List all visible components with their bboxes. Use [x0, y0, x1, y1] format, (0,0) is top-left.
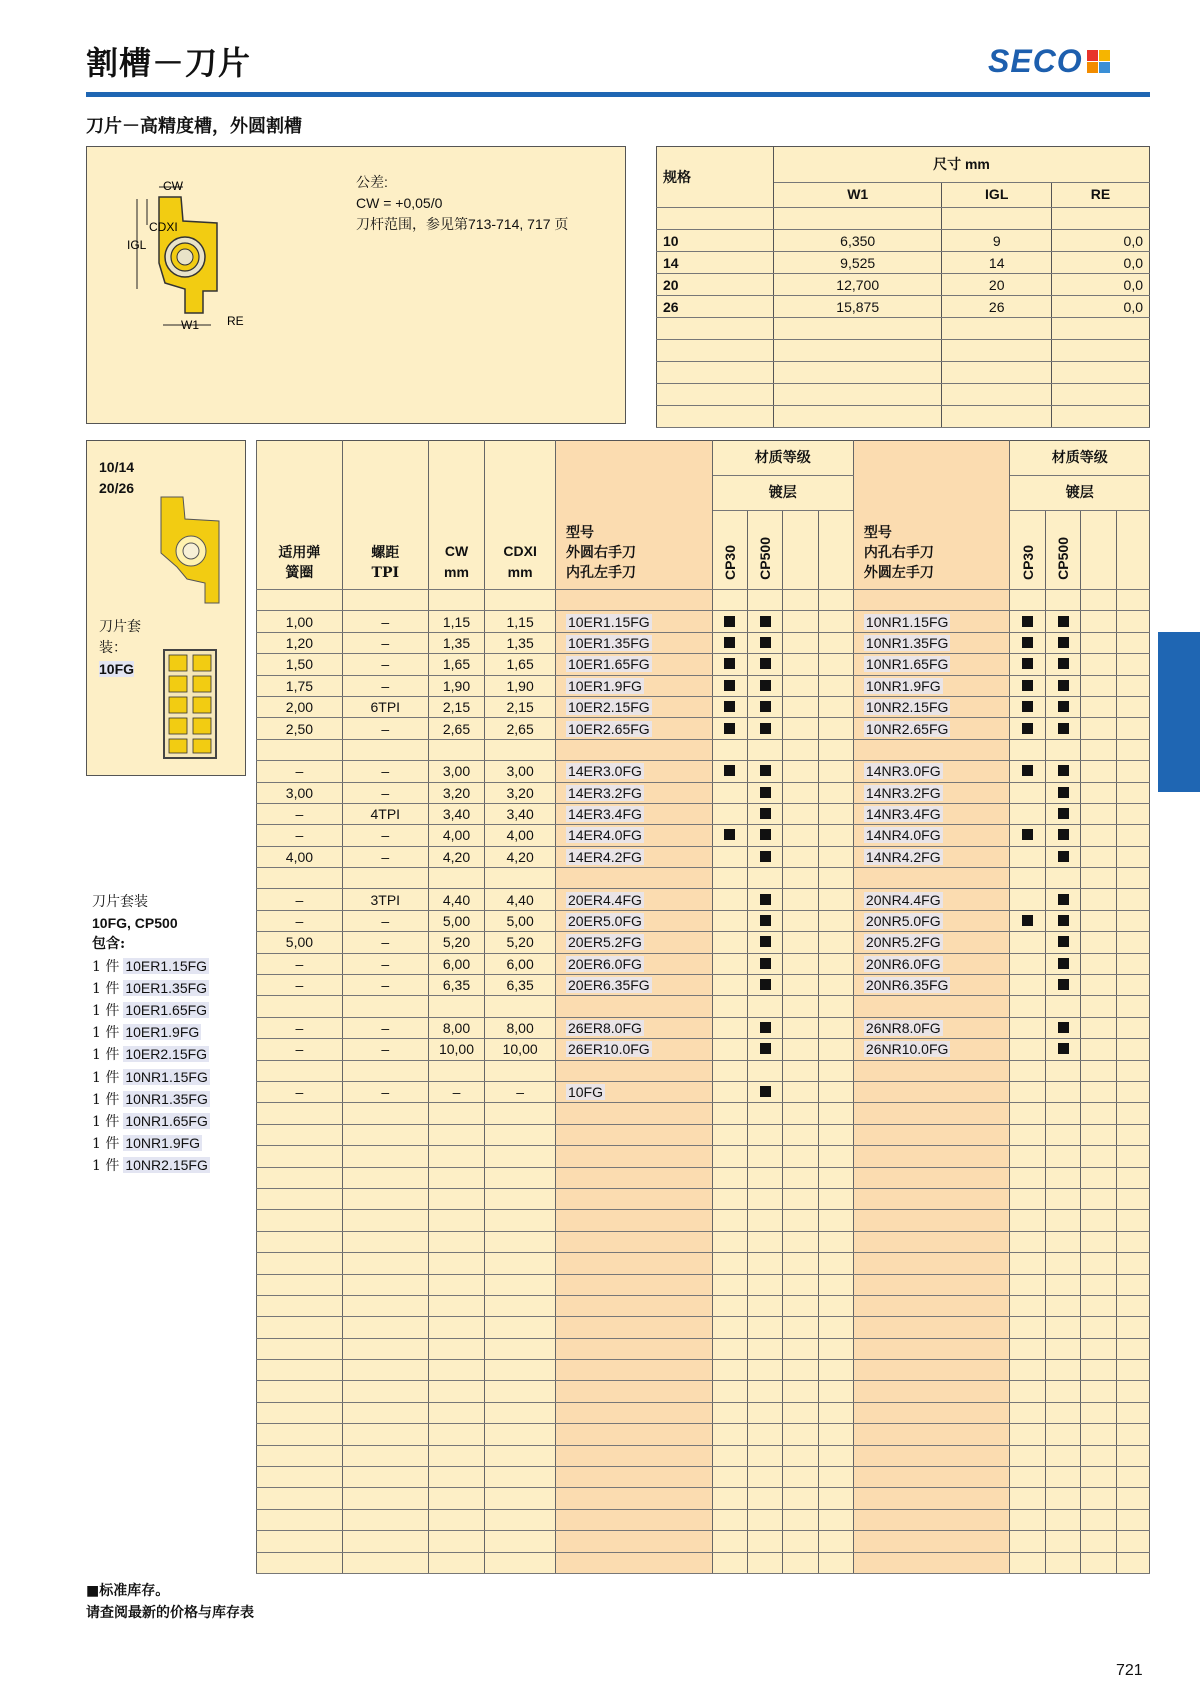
stock-mark-icon — [1058, 808, 1069, 819]
table-row: – – 6,00 6,00 20ER6.0FG 20NR6.0FG — [257, 953, 1150, 974]
table-row: – – 10,00 10,00 26ER10.0FG 26NR10.0FG — [257, 1039, 1150, 1060]
table-row: 26 15,875 26 0,0 — [657, 296, 1150, 318]
part-code: 20ER6.0FG — [567, 955, 642, 972]
stock-mark-icon — [760, 1022, 771, 1033]
part-code: 10ER1.15FG — [567, 613, 650, 630]
stock-mark-icon — [724, 680, 735, 691]
coating-header-right: 镀层 — [712, 476, 853, 511]
part-code: 14NR3.2FG — [865, 784, 941, 801]
stock-mark-icon — [1022, 637, 1033, 648]
part-code: 26ER8.0FG — [567, 1020, 642, 1036]
part-code: 14NR4.2FG — [865, 848, 941, 865]
section-subtitle: 刀片－高精度槽，外圆割槽 — [86, 116, 302, 137]
part-code: 14ER3.0FG — [567, 763, 642, 780]
part-code: 10NR1.9FG — [865, 677, 941, 694]
stock-mark-icon — [760, 829, 771, 840]
table-row: – – 3,00 3,00 14ER3.0FG 14NR3.0FG — [257, 761, 1150, 782]
table-row: – 4TPI 3,40 3,40 14ER3.4FG 14NR3.4FG — [257, 803, 1150, 824]
stock-mark-icon — [1058, 1022, 1069, 1033]
page-title: 割槽－刀片 — [86, 44, 252, 82]
svg-text:CW: CW — [163, 179, 183, 193]
grade-header-right: 材质等级 — [712, 441, 853, 476]
tolerance-note: 公差: CW = +0,05/0 刀杆范围，参见第713-714, 717 页 — [356, 174, 569, 232]
table-row: – – 5,00 5,00 20ER5.0FG 20NR5.0FG — [257, 910, 1150, 931]
part-code: 14NR3.4FG — [865, 806, 941, 823]
part-code: 20ER4.4FG — [567, 891, 642, 908]
col-header-cp500: CP500 — [757, 537, 774, 580]
stock-mark-icon — [1058, 616, 1069, 627]
insert-diagram-icon — [107, 165, 257, 335]
stock-mark-icon — [760, 808, 771, 819]
stock-mark-icon — [1022, 616, 1033, 627]
part-code: 10ER1.9FG — [567, 677, 642, 694]
stock-mark-icon — [760, 958, 771, 969]
part-code: 10ER2.15FG — [567, 699, 650, 716]
part-code: 20ER5.2FG — [567, 934, 642, 951]
table-row: – – 8,00 8,00 26ER8.0FG 26NR8.0FG — [257, 1017, 1150, 1038]
table-row: 3,00 – 3,20 3,20 14ER3.2FG 14NR3.2FG — [257, 782, 1150, 803]
col-header-ring: 适用弹簧圈 — [278, 545, 321, 581]
stock-mark-icon — [760, 723, 771, 734]
kit-box-icon — [163, 649, 217, 759]
part-code: 14ER4.0FG — [567, 827, 642, 844]
insert-table: 适用弹簧圈 螺距TPI CW mm CDXI mm 型号 外圆右手刀 内孔左手刀 材质等级 型号 内孔右手刀 外圆左手刀 材质等级 镀层 镀层 CP30 CP500 CP30 CP500 1,00 – 1,15 1,15 10ER1.15FG 10NR1.15FG 1,20 – 1,35 1,35 10ER1.35FG 10NR1.35FG 1,50 – 1,65 1,65 10ER1.65FG 10NR1.65FG 1,75 – 1,90 1,90 10ER1.9FG 10NR1.9FG 2,00 6TPI 2,15 2,15 10ER2.15FG 10NR2.15FG 2,50 – 2,65 2,65 10ER2.65FG 10NR2.65FG – – 3,00 3,00 14ER3.0FG 14NR3.0FG 3,00 – 3,20 3,20 14ER3.2FG 14NR3.2FG – 4TPI 3,40 3,40 14ER3.4FG 14NR3.4FG – – 4,00 4,00 14ER4.0FG 14NR4.0FG 4,00 – 4,20 4,20 14ER4.2FG 14NR4.2FG – 3TPI 4,40 4,40 20ER4.4FG 20NR4.4FG – – 5,00 5,00 20ER5.0FG 20NR5.0FG 5,00 – 5,20 5,20 20ER5.2FG 20NR5.2FG – – 6,00 6,00 20ER6.0FG 20NR6.0FG – – 6,35 6,35 20ER6.35FG 20NR6.35FG – – 8,00 8,00 26ER8.0FG 26NR8.0FG – – 10,00 10,00 26ER10.0FG 26NR10.0FG – – – – 10FG — [256, 440, 1150, 1574]
part-code: 10NR2.15FG — [865, 699, 949, 716]
part-code: 10FG — [567, 1084, 603, 1101]
stock-mark-icon — [1022, 680, 1033, 691]
stock-mark-icon — [1058, 680, 1069, 691]
list-item: 1 件 10NR1.65FG — [92, 1113, 208, 1131]
col-header-cp30: CP30 — [721, 544, 738, 580]
list-item: 1 件 10ER1.35FG — [92, 979, 208, 997]
part-code: 10NR1.35FG — [865, 634, 949, 651]
table-row: 4,00 – 4,20 4,20 14ER4.2FG 14NR4.2FG — [257, 846, 1150, 867]
dimension-table: 规格 尺寸 mm W1 IGL RE 10 6,350 9 0,0 14 9,525 14 0,0 20 12,700 20 0,0 26 15,875 26 0,0 — [656, 146, 1150, 428]
part-code: 20ER6.35FG — [567, 977, 650, 994]
table-row: 1,50 – 1,65 1,65 10ER1.65FG 10NR1.65FG — [257, 654, 1150, 675]
stock-mark-icon — [1058, 979, 1069, 990]
stock-mark-icon — [1058, 915, 1069, 926]
part-code: 14ER4.2FG — [567, 848, 642, 865]
table-row: 10 6,350 9 0,0 — [657, 230, 1150, 252]
stock-mark-icon — [760, 894, 771, 905]
seco-logo: SECO — [988, 44, 1110, 78]
stock-mark-icon — [1058, 637, 1069, 648]
part-code: 10NR1.15FG — [865, 613, 949, 630]
table-row: 1,00 – 1,15 1,15 10ER1.15FG 10NR1.15FG — [257, 611, 1150, 632]
col-header-cdxi: CDXI — [503, 543, 537, 559]
stock-mark-icon — [760, 701, 771, 712]
stock-mark-icon — [760, 637, 771, 648]
svg-text:W1: W1 — [181, 318, 199, 332]
part-code: 26ER10.0FG — [567, 1041, 650, 1058]
list-item: 1 件 10NR1.9FG — [92, 1135, 201, 1153]
table-row: 20 12,700 20 0,0 — [657, 274, 1150, 296]
footnote: ■标准库存。 请查阅最新的价格与库存表 — [86, 1583, 254, 1621]
part-code: 20NR5.0FG — [865, 913, 941, 930]
grade-header-left: 材质等级 — [1010, 441, 1150, 476]
svg-text:IGL: IGL — [127, 238, 147, 252]
stock-mark-icon — [724, 701, 735, 712]
section-tab — [1158, 632, 1200, 792]
part-code: 14ER3.2FG — [567, 784, 642, 801]
stock-mark-icon — [724, 723, 735, 734]
stock-mark-icon — [724, 616, 735, 627]
list-item: 1 件 10NR1.35FG — [92, 1090, 208, 1108]
stock-mark-icon — [724, 658, 735, 669]
stock-mark-icon — [1058, 894, 1069, 905]
header-rule — [86, 92, 1150, 97]
stock-mark-icon — [760, 616, 771, 627]
part-code: 14ER3.4FG — [567, 806, 642, 823]
stock-mark-icon — [760, 787, 771, 798]
stock-mark-icon — [1022, 915, 1033, 926]
col-header-tpi: 螺距TPI — [371, 545, 400, 581]
stock-mark-icon — [760, 1043, 771, 1054]
part-code: 14NR4.0FG — [865, 827, 941, 844]
stock-mark-icon — [1022, 765, 1033, 776]
stock-mark-icon — [760, 979, 771, 990]
insert-image-icon — [155, 493, 225, 613]
part-code: 10ER1.65FG — [567, 656, 650, 673]
list-item: 1 件 10NR2.15FG — [92, 1157, 208, 1175]
list-item: 1 件 10ER1.15FG — [92, 957, 208, 975]
stock-mark-icon — [724, 637, 735, 648]
stock-mark-icon — [1058, 1043, 1069, 1054]
stock-mark-icon — [760, 680, 771, 691]
stock-mark-icon — [760, 658, 771, 669]
svg-text:CDXI: CDXI — [149, 220, 178, 234]
stock-mark-icon — [760, 851, 771, 862]
stock-mark-icon — [1058, 701, 1069, 712]
coating-header-left: 镀层 — [1010, 476, 1150, 511]
list-item: 1 件 10NR1.15FG — [92, 1068, 208, 1086]
list-item: 1 件 10ER2.15FG — [92, 1046, 208, 1064]
table-row: 5,00 – 5,20 5,20 20ER5.2FG 20NR5.2FG — [257, 932, 1150, 953]
part-code: 10ER1.35FG — [567, 634, 650, 651]
stock-mark-icon — [1058, 958, 1069, 969]
part-code: 26NR8.0FG — [865, 1020, 941, 1036]
part-code: 20NR4.4FG — [865, 891, 941, 908]
part-code: 10NR1.65FG — [865, 656, 949, 673]
stock-mark-icon — [760, 915, 771, 926]
part-code: 14NR3.0FG — [865, 763, 941, 780]
page-number: 721 — [1116, 1662, 1143, 1679]
stock-mark-icon — [1058, 765, 1069, 776]
part-code: 10NR2.65FG — [865, 720, 949, 737]
col-header-cw: CW — [444, 543, 469, 559]
list-item: 1 件 10ER1.65FG — [92, 1002, 208, 1020]
kit-contents: 刀片套装 10FG, CP500 包含: 1 件 10ER1.15FG 1 件 10ER1.35FG 1 件 10ER1.65FG 1 件 10ER1.9FG 1 件 10ER2.15FG 1 件 10NR1.15FG 1 件 10NR1.35FG 1 件 10NR1.65FG 1 件 10NR1.9FG 1 件 10NR2.15FG — [92, 892, 210, 1178]
stock-mark-icon — [1058, 723, 1069, 734]
list-item: 1 件 10ER1.9FG — [92, 1024, 200, 1042]
stock-mark-icon — [760, 765, 771, 776]
stock-mark-icon — [1022, 701, 1033, 712]
table-row: 1,20 – 1,35 1,35 10ER1.35FG 10NR1.35FG — [257, 632, 1150, 653]
part-code: 26NR10.0FG — [865, 1041, 949, 1058]
col-header-cp30: CP30 — [1019, 544, 1036, 580]
col-header-cp500: CP500 — [1055, 537, 1071, 580]
col-header-type-left: 型号 内孔右手刀 外圆左手刀 — [853, 441, 1010, 590]
table-row: 14 9,525 14 0,0 — [657, 252, 1150, 274]
stock-mark-icon — [1058, 829, 1069, 840]
stock-mark-icon — [760, 1086, 771, 1097]
logo-squares-icon — [1087, 50, 1110, 73]
part-code: 20ER5.0FG — [567, 913, 642, 930]
stock-mark-icon — [1022, 658, 1033, 669]
table-row: – 3TPI 4,40 4,40 20ER4.4FG 20NR4.4FG — [257, 889, 1150, 910]
stock-mark-icon — [1022, 723, 1033, 734]
table-row: – – 4,00 4,00 14ER4.0FG 14NR4.0FG — [257, 825, 1150, 846]
col-header-type-right: 型号 外圆右手刀 内孔左手刀 — [555, 441, 712, 590]
stock-mark-icon — [1058, 851, 1069, 862]
part-code: 20NR5.2FG — [865, 934, 941, 951]
svg-text:RE: RE — [227, 314, 244, 328]
part-code: 10ER2.65FG — [567, 720, 650, 737]
table-row: 2,50 – 2,65 2,65 10ER2.65FG 10NR2.65FG — [257, 718, 1150, 739]
table-row: 1,75 – 1,90 1,90 10ER1.9FG 10NR1.9FG — [257, 675, 1150, 696]
stock-mark-icon — [760, 936, 771, 947]
stock-mark-icon — [724, 829, 735, 840]
table-row: – – 6,35 6,35 20ER6.35FG 20NR6.35FG — [257, 975, 1150, 996]
insert-kit-panel: 10/14 20/26 刀片套装： 10FG — [86, 440, 246, 776]
stock-mark-icon — [1022, 829, 1033, 840]
stock-mark-icon — [1058, 658, 1069, 669]
stock-mark-icon — [724, 765, 735, 776]
stock-mark-icon — [1058, 936, 1069, 947]
stock-mark-icon — [1058, 787, 1069, 798]
part-code: 20NR6.35FG — [865, 977, 949, 994]
table-row: – – – – 10FG — [257, 1081, 1150, 1102]
part-code: 20NR6.0FG — [865, 955, 941, 972]
table-row: 2,00 6TPI 2,15 2,15 10ER2.15FG 10NR2.15FG — [257, 696, 1150, 717]
